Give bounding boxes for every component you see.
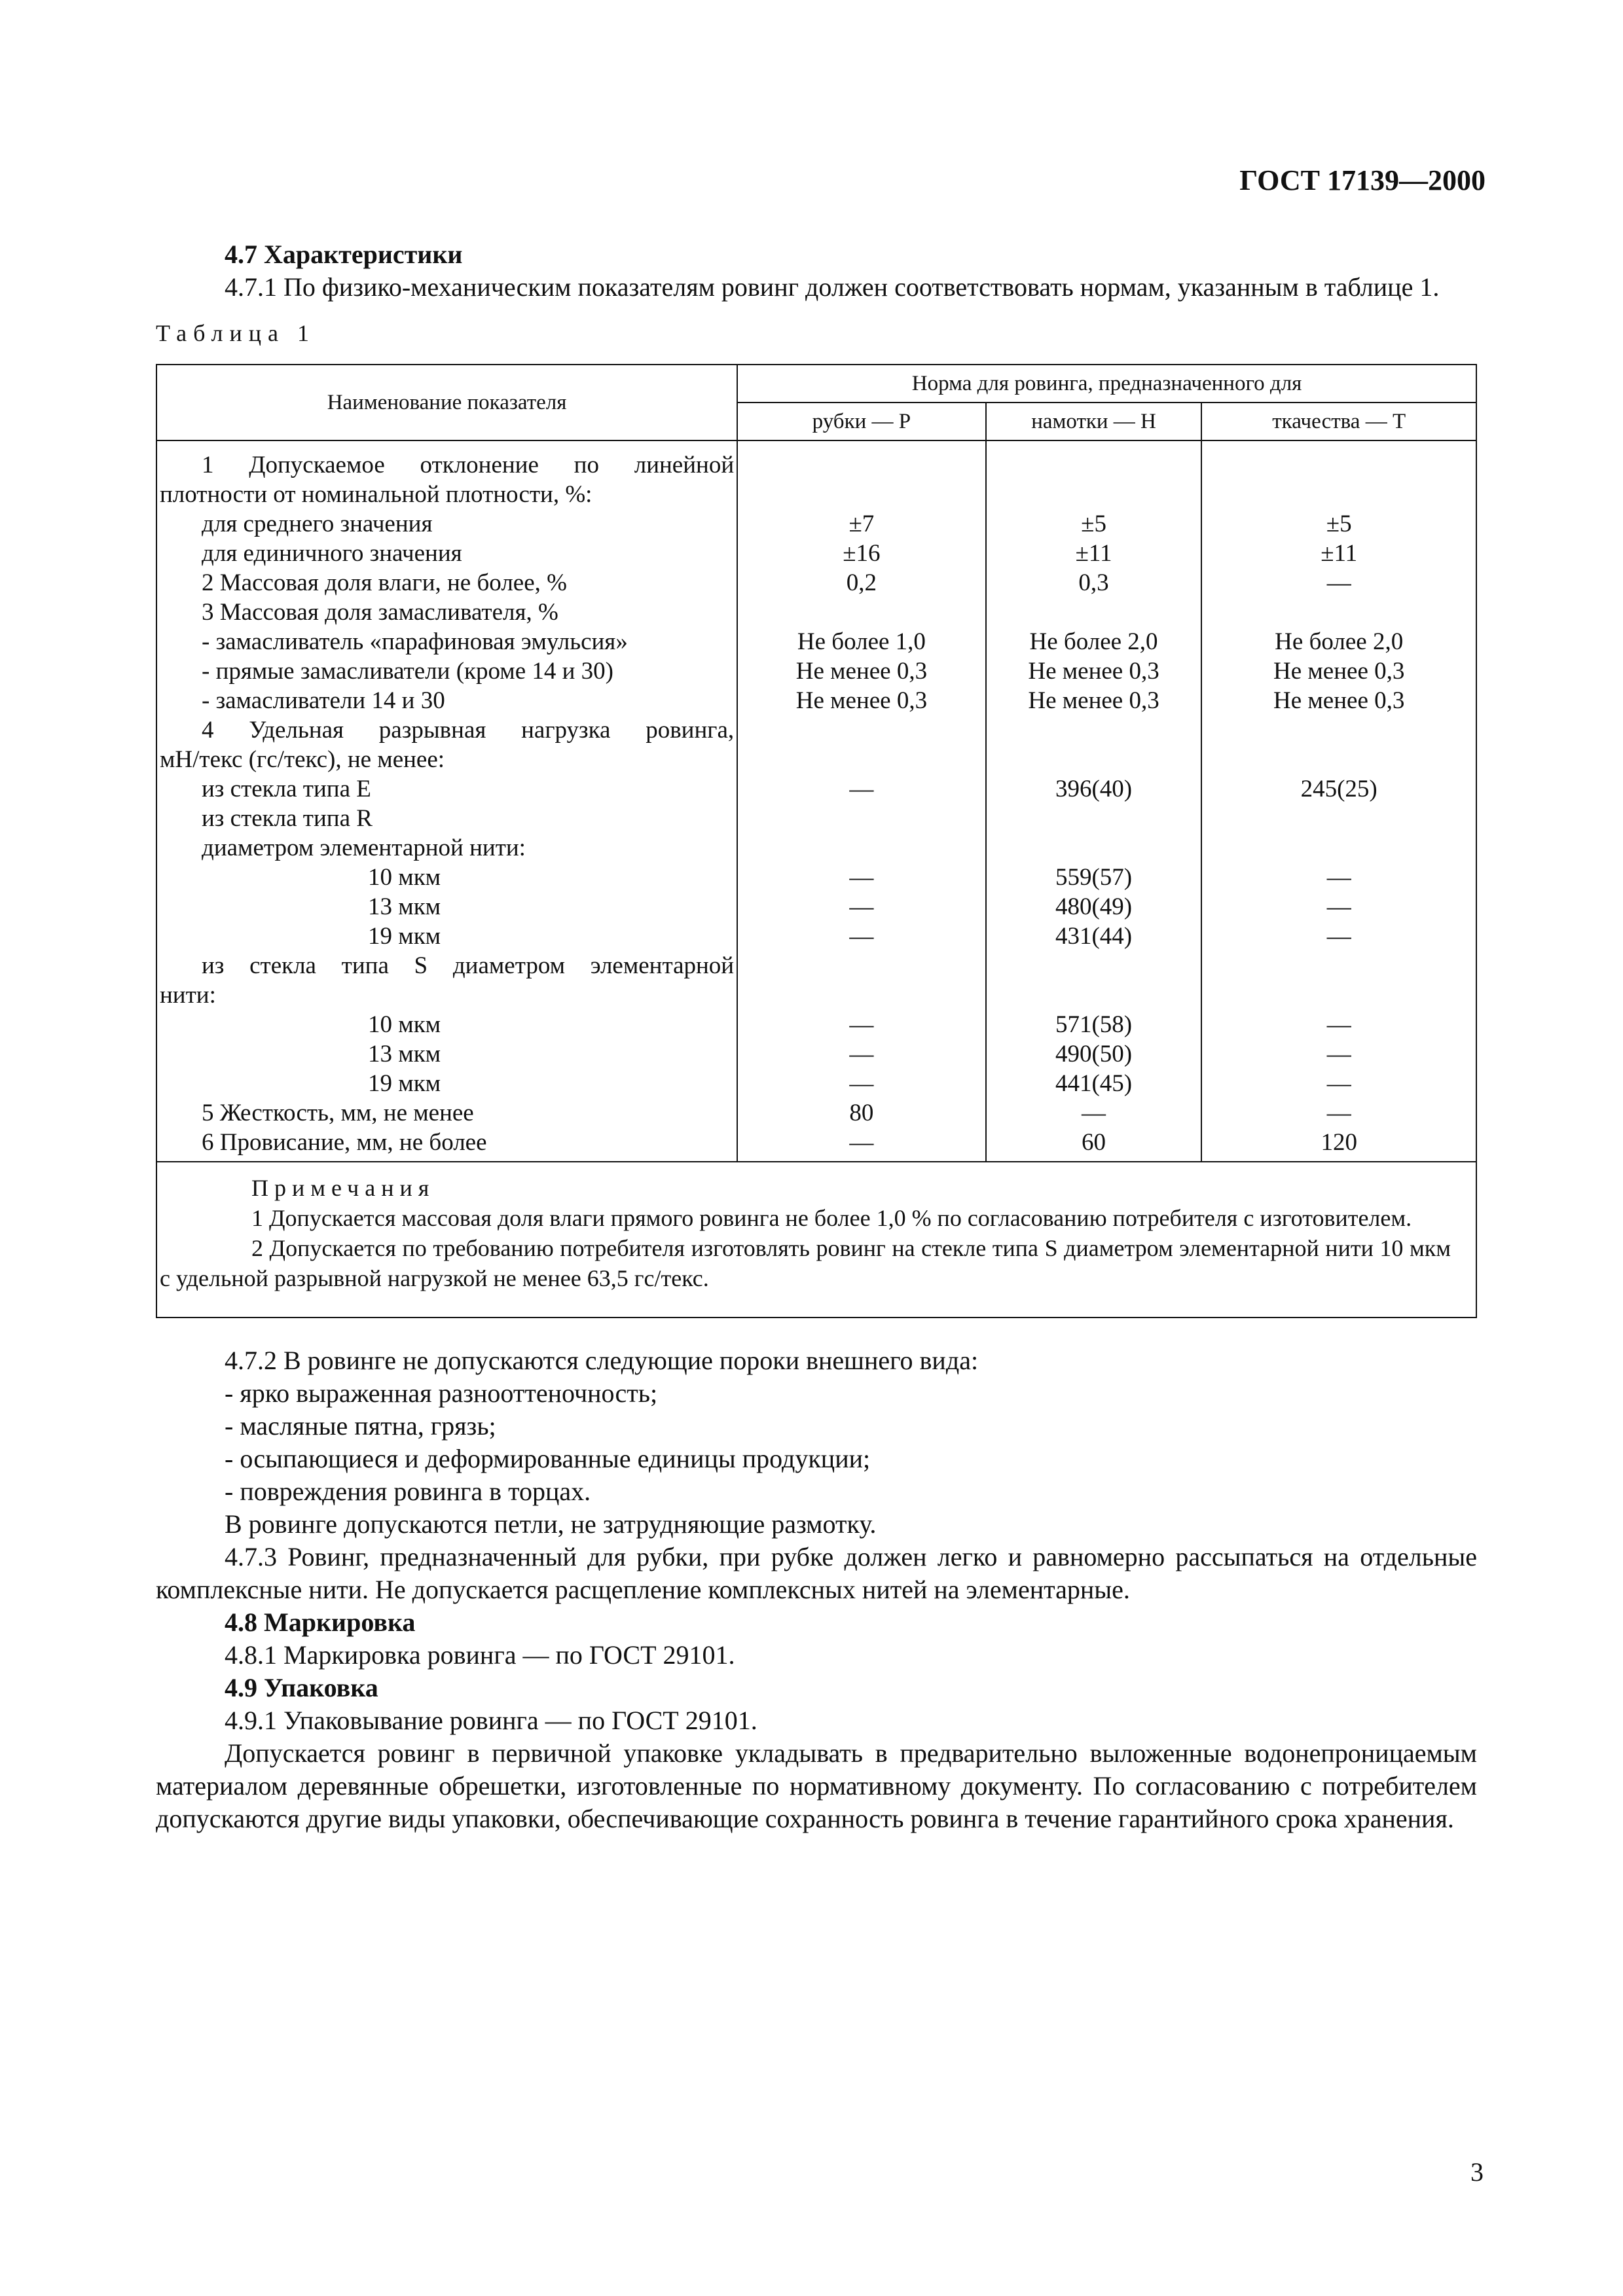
table-cell-value [989,833,1199,863]
paragraph-packaging: Допускается ровинг в первичной упаковке укладывать в предварительно выложенные водонепроницаемым материалом деревянные обрешетки, изготовленные по нормативному документу. По согласованию с потребителем допускаются другие виды упаковки, обеспечивающие сохранность ровинга в течение гарантийного срока хранения. [156,1738,1477,1833]
table-cell-value: — [849,923,874,950]
paragraph-loops: В ровинге допускаются петли, не затрудняющие размотку. [225,1509,877,1539]
table-cell-value: 396(40) [1055,776,1133,802]
table-cell-value: ±16 [843,540,881,567]
table-cell-value: 431(44) [1055,923,1133,950]
indicator-name: из стекла типа S диаметром элементарной [202,952,735,979]
indicator-name: 13 мкм [368,893,441,920]
section-4-8-title: 4.8 Маркировка [225,1607,416,1637]
table-cell-value: — [1082,1100,1106,1126]
indicator-name: - замасливатели 14 и 30 [202,687,445,714]
table-cell-value: 0,2 [846,569,877,596]
table-cell-value [1205,980,1473,1010]
table-cell-value [1205,450,1473,480]
indicator-name: нити: [160,982,216,1009]
indicator-name: 10 мкм [368,864,441,891]
table-cell-value [1205,745,1473,774]
table-cell-value [1205,715,1473,745]
defect-item: - ярко выраженная разнооттеночность; [225,1378,658,1408]
table-cell-value [989,745,1199,774]
table-cell-value: 0,3 [1078,569,1109,596]
header-indicator-name: Наименование показателя [156,365,737,440]
table-cell-value: 490(50) [1055,1041,1133,1067]
table-cell-value [1205,804,1473,833]
table-cell-value: 441(45) [1055,1070,1133,1097]
table-cell-value: — [1326,1011,1351,1038]
table-cell-value [989,598,1199,627]
table-cell-value: 559(57) [1055,864,1133,891]
table-cell-value: — [1326,923,1351,950]
table-cell-value: ±5 [1326,511,1352,537]
table-cell-value [740,480,983,509]
header-col-weaving: ткачества — Т [1201,403,1476,440]
paragraph-4-7-1: 4.7.1 По физико-механическим показателям ровинг должен соответствовать нормам, указанным в таблице 1. [225,272,1440,302]
indicator-name: 1 Допускаемое отклонение по линейной [202,452,735,478]
table-cell-value: — [849,1041,874,1067]
table-cell-value [740,804,983,833]
table-caption: Таблица 1 [156,320,316,346]
paragraph-4-9-1: 4.9.1 Упаковывание ровинга — по ГОСТ 29101. [225,1706,757,1735]
indicator-name: из стекла типа R [202,805,373,832]
table-cell-value: Не менее 0,3 [795,658,928,685]
table-cell-value: ±5 [1081,511,1106,537]
indicator-name: - прямые замасливатели (кроме 14 и 30) [202,658,613,685]
table-cell-value: — [1326,893,1351,920]
table-cell-value: ±7 [848,511,875,537]
table-cell-value: — [1326,1041,1351,1067]
indicator-name: мН/текс (гс/текс), не менее: [160,746,445,773]
indicator-name: 2 Массовая доля влаги, не более, % [202,569,567,596]
indicator-name: для среднего значения [202,511,433,537]
defect-item: - осыпающиеся и деформированные единицы продукции; [225,1444,871,1473]
indicator-name: плотности от номинальной плотности, %: [160,481,593,508]
table-cell-value: 80 [849,1100,874,1126]
table-cell-value: — [1326,569,1351,596]
table-cell-value [740,980,983,1010]
table-cell-value: Не менее 0,3 [1273,687,1405,714]
table-cell-value: — [1326,1070,1351,1097]
table-cell-value [989,804,1199,833]
defect-item: - повреждения ровинга в торцах. [225,1477,591,1506]
winding-values-column [986,440,1202,1162]
table-cell-value: 571(58) [1055,1011,1133,1038]
table-cell-value [989,715,1199,745]
chopping-values-column [737,440,986,1162]
table-cell-value: — [849,864,874,891]
notes-heading: Примечания [251,1175,435,1201]
table-cell-value [740,715,983,745]
table-cell-value [1205,833,1473,863]
note-1: 1 Допускается массовая доля влаги прямого ровинга не более 1,0 % по согласованию потребителя с изготовителем. [251,1205,1412,1231]
header-col-chopping: рубки — Р [737,403,986,440]
indicator-name: 5 Жесткость, мм, не менее [202,1100,474,1126]
table-cell-value [989,980,1199,1010]
table-cell-value: Не менее 0,3 [1028,658,1159,685]
table-cell-value: — [1326,1100,1351,1126]
indicator-name: из стекла типа Е [202,776,371,802]
table-cell-value [740,598,983,627]
indicator-name: 19 мкм [368,923,441,950]
table-cell-value: — [849,776,874,802]
indicator-name: 4 Удельная разрывная нагрузка ровинга, [202,717,735,744]
indicator-name: 6 Провисание, мм, не более [202,1129,487,1156]
table-cell-value: 60 [1082,1129,1106,1156]
table-cell-value: Не более 2,0 [1275,628,1404,655]
table-cell-value: — [1326,864,1351,891]
indicator-name: 10 мкм [368,1011,441,1038]
indicator-name: 13 мкм [368,1041,441,1067]
table-cell-value: Не более 1,0 [797,628,926,655]
sections-after-table [156,1344,1477,1835]
table-cell-value [740,450,983,480]
table-cell-value [740,833,983,863]
paragraph-4-7-3: 4.7.3 Ровинг, предназначенный для рубки, при рубке должен легко и равномерно рассыпаться на отдельные комплексные нити. Не допускается расщепление комплексных нитей на элементарные. [156,1542,1477,1604]
page-number: 3 [1470,2157,1484,2187]
note-2: 2 Допускается по требованию потребителя изготовлять ровинг на стекле типа S диаметром элементарной нити 10 мкм с удельной разрывной нагрузкой не менее 63,5 гс/текс. [160,1235,1451,1291]
indicator-name: 3 Массовая доля замасливателя, % [202,599,558,626]
indicator-name: диаметром элементарной нити: [202,834,526,861]
table-cell-value: — [849,1011,874,1038]
table-cell-value: — [849,893,874,920]
indicator-name: для единичного значения [202,540,462,567]
weaving-values-column [1201,440,1476,1162]
table-cell-value: — [849,1129,874,1156]
table-cell-value: ±11 [1321,540,1358,567]
table-cell-value: Не менее 0,3 [795,687,928,714]
paragraph-4-7-2: 4.7.2 В ровинге не допускаются следующие пороки внешнего вида: [225,1346,979,1375]
table-cell-value [1205,480,1473,509]
indicator-names-column [156,440,737,1162]
table-cell-value [740,951,983,980]
table-cell-value [989,480,1199,509]
section-4-9-title: 4.9 Упаковка [225,1673,378,1702]
indicator-name: 19 мкм [368,1070,441,1097]
page-content [156,238,1477,1835]
table-cell-value [989,450,1199,480]
header-col-winding: намотки — Н [986,403,1202,440]
table-notes [156,1162,1476,1318]
table-cell-value: 245(25) [1300,776,1377,802]
table-cell-value [1205,951,1473,980]
characteristics-table [156,364,1477,1318]
indicator-name: - замасливатель «парафиновая эмульсия» [202,628,628,655]
table-cell-value: ±11 [1075,540,1112,567]
table-cell-value: 480(49) [1055,893,1133,920]
table-cell-value: — [849,1070,874,1097]
table-cell-value [740,745,983,774]
defect-item: - масляные пятна, грязь; [225,1411,496,1441]
table-cell-value [1205,598,1473,627]
table-cell-value: Не менее 0,3 [1028,687,1159,714]
header-norm: Норма для ровинга, предназначенного для [737,365,1476,403]
section-4-7-title: 4.7 Характеристики [225,240,463,269]
table-cell-value [989,951,1199,980]
paragraph-4-8-1: 4.8.1 Маркировка ровинга — по ГОСТ 29101. [225,1640,735,1670]
table-cell-value: 120 [1321,1129,1357,1156]
document-code: ГОСТ 17139—2000 [1239,164,1486,196]
table-cell-value: Не более 2,0 [1029,628,1158,655]
table-cell-value: Не менее 0,3 [1273,658,1405,685]
